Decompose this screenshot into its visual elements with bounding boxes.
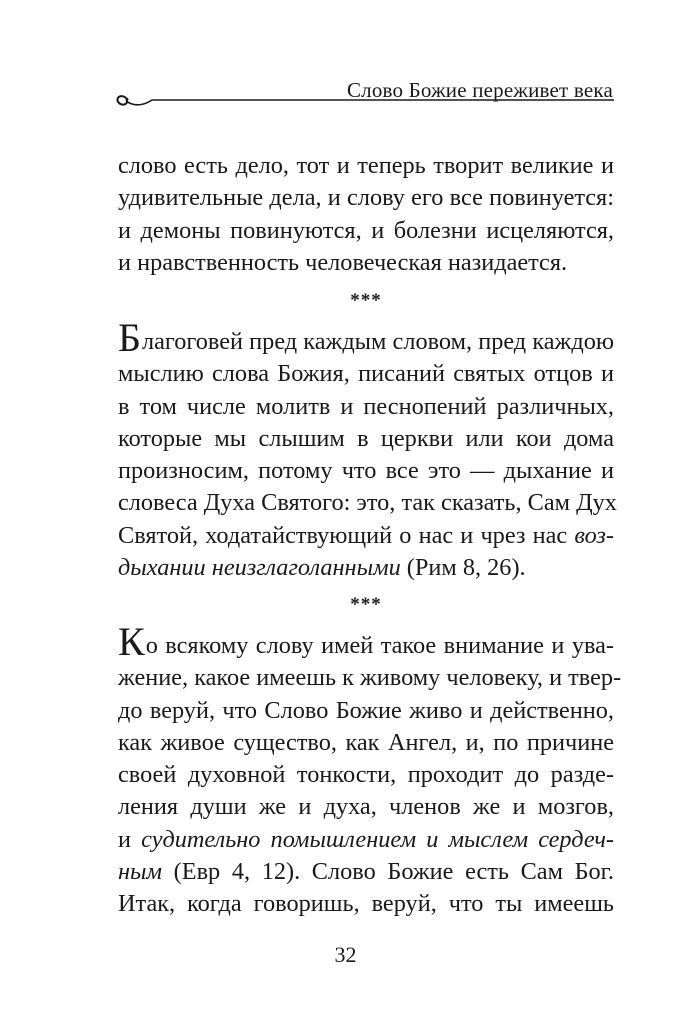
running-title: Слово Божие переживет века: [346, 78, 613, 102]
section-separator: ***: [350, 290, 382, 311]
text-line: дыхании неизглаголанными (Рим 8, 26).: [118, 554, 526, 582]
text-line: в том числе молитв и песнопений различных,: [118, 392, 614, 420]
text-line: мыслию слова Божия, писаний святых отцов и: [118, 360, 614, 388]
text-line: слово есть дело, тот и теперь творит великие и: [118, 152, 614, 179]
italic-text: ным: [118, 858, 163, 886]
text-line: и судительно помышлением и мыслем сердеч-: [118, 825, 614, 853]
text-line: которые мы слышим в церкви или кои дома: [118, 424, 614, 452]
italic-text: судительно помышлением и мыслем сердеч-: [141, 825, 614, 853]
text-line: Святой, ходатайствующий о нас и чрез нас воз-: [118, 521, 614, 549]
text-line: до веруй, что Слово Божие живо и действенно,: [118, 696, 614, 724]
text-line: и нравственность человеческая назидается.: [118, 248, 568, 276]
text-line: ления души же и духа, членов же и мозгов,: [118, 793, 614, 821]
text-line: Ко всякому слову имей такое внимание и ува-: [118, 619, 614, 664]
text-line: как живое существо, как Ангел, и, по причине: [118, 728, 614, 756]
text-line: ным (Евр 4, 12). Слово Божие есть Сам Бог.: [118, 858, 614, 886]
page-number: 32: [334, 942, 357, 967]
paragraph-reverence: [118, 315, 617, 584]
text-line: Итак, когда говоришь, веруй, что ты имеешь: [118, 890, 614, 918]
paragraph-attention: [118, 619, 622, 921]
italic-text: дыхании неизглаголанными: [118, 554, 401, 582]
drop-initial: К: [118, 619, 145, 664]
drop-initial: Б: [118, 315, 141, 360]
italic-text: воз-: [574, 521, 614, 549]
text-line: удивительные дела, и слову его все повинуется:: [118, 184, 614, 212]
text-line: и демоны повинуются, и болезни исцеляются,: [118, 216, 614, 244]
paragraph-continuation: [118, 150, 614, 279]
header-ornament: [112, 88, 614, 110]
section-separator: ***: [350, 594, 382, 615]
text-line: произносим, потому что все это — дыхание и: [118, 457, 614, 485]
text-line: словеса Духа Святого: это, так сказать, Сам Дух: [118, 489, 617, 517]
text-line: своей духовной тонкости, проходит до разде-: [118, 761, 614, 789]
text-line: Благоговей пред каждым словом, пред каждою: [118, 315, 614, 360]
text-line: жение, какое имеешь к живому человеку, и твер-: [118, 664, 622, 692]
